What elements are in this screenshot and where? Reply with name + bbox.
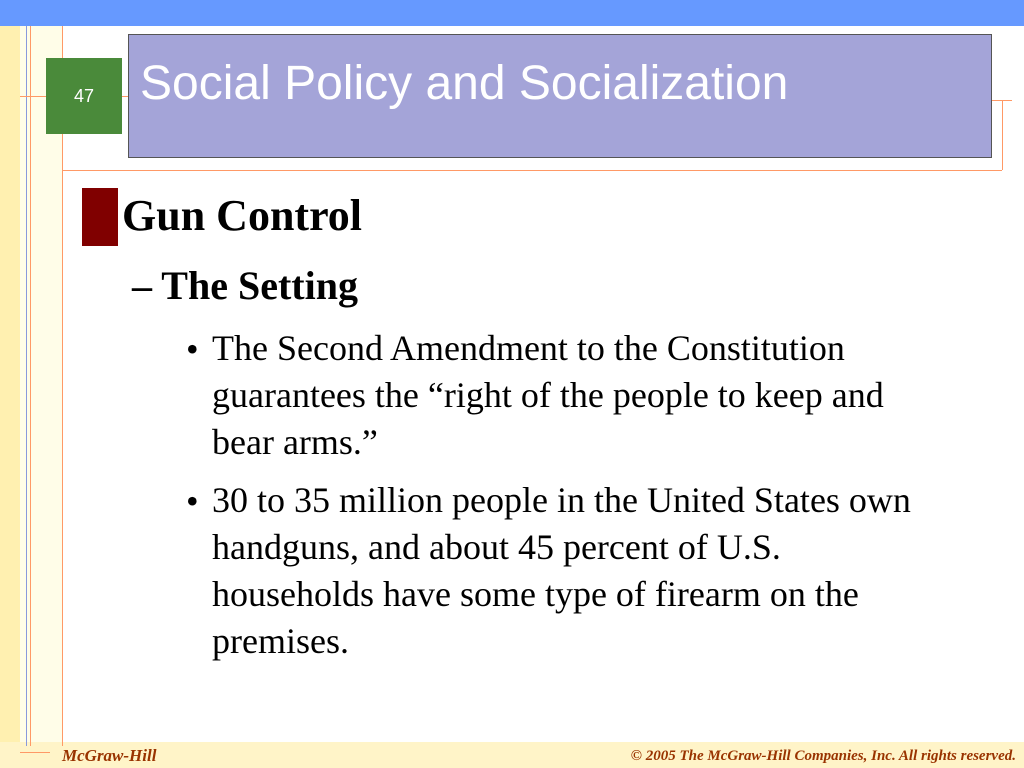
content-subheading: – The Setting <box>132 263 358 308</box>
frame-line <box>20 96 46 97</box>
bullet-line: 30 to 35 million people in the United States own <box>212 480 911 520</box>
slide-number: 47 <box>46 58 122 134</box>
slide-title: Social Policy and Socialization <box>140 57 789 110</box>
bullet-line: households have some type of firearm on the <box>212 574 859 614</box>
left-band <box>0 26 20 746</box>
bullet-marker: • <box>186 329 199 369</box>
frame-line <box>62 170 1002 171</box>
footer-copyright: © 2005 The McGraw-Hill Companies, Inc. All rights reserved. <box>630 748 1016 764</box>
frame-line-blue <box>26 26 27 746</box>
footer-publisher: McGraw-Hill <box>62 746 157 765</box>
frame-line <box>62 26 63 746</box>
bullet-line: handguns, and about 45 percent of U.S. <box>212 527 781 567</box>
bullet-line: premises. <box>212 621 349 661</box>
bullet-line: bear arms.” <box>212 422 378 462</box>
bullet-marker: • <box>186 481 199 521</box>
bullet-line: The Second Amendment to the Constitution <box>212 328 845 368</box>
bullet-line: guarantees the “right of the people to keep and <box>212 375 884 415</box>
heading-bullet-square <box>82 188 118 246</box>
frame-line <box>30 26 31 746</box>
content-heading: Gun Control <box>122 191 363 240</box>
bullet-text-2 <box>212 477 1002 665</box>
frame-line <box>992 100 1012 101</box>
top-band <box>0 0 1024 26</box>
frame-line <box>1002 100 1003 170</box>
frame-line <box>20 752 50 753</box>
bullet-text-1 <box>212 325 1002 466</box>
